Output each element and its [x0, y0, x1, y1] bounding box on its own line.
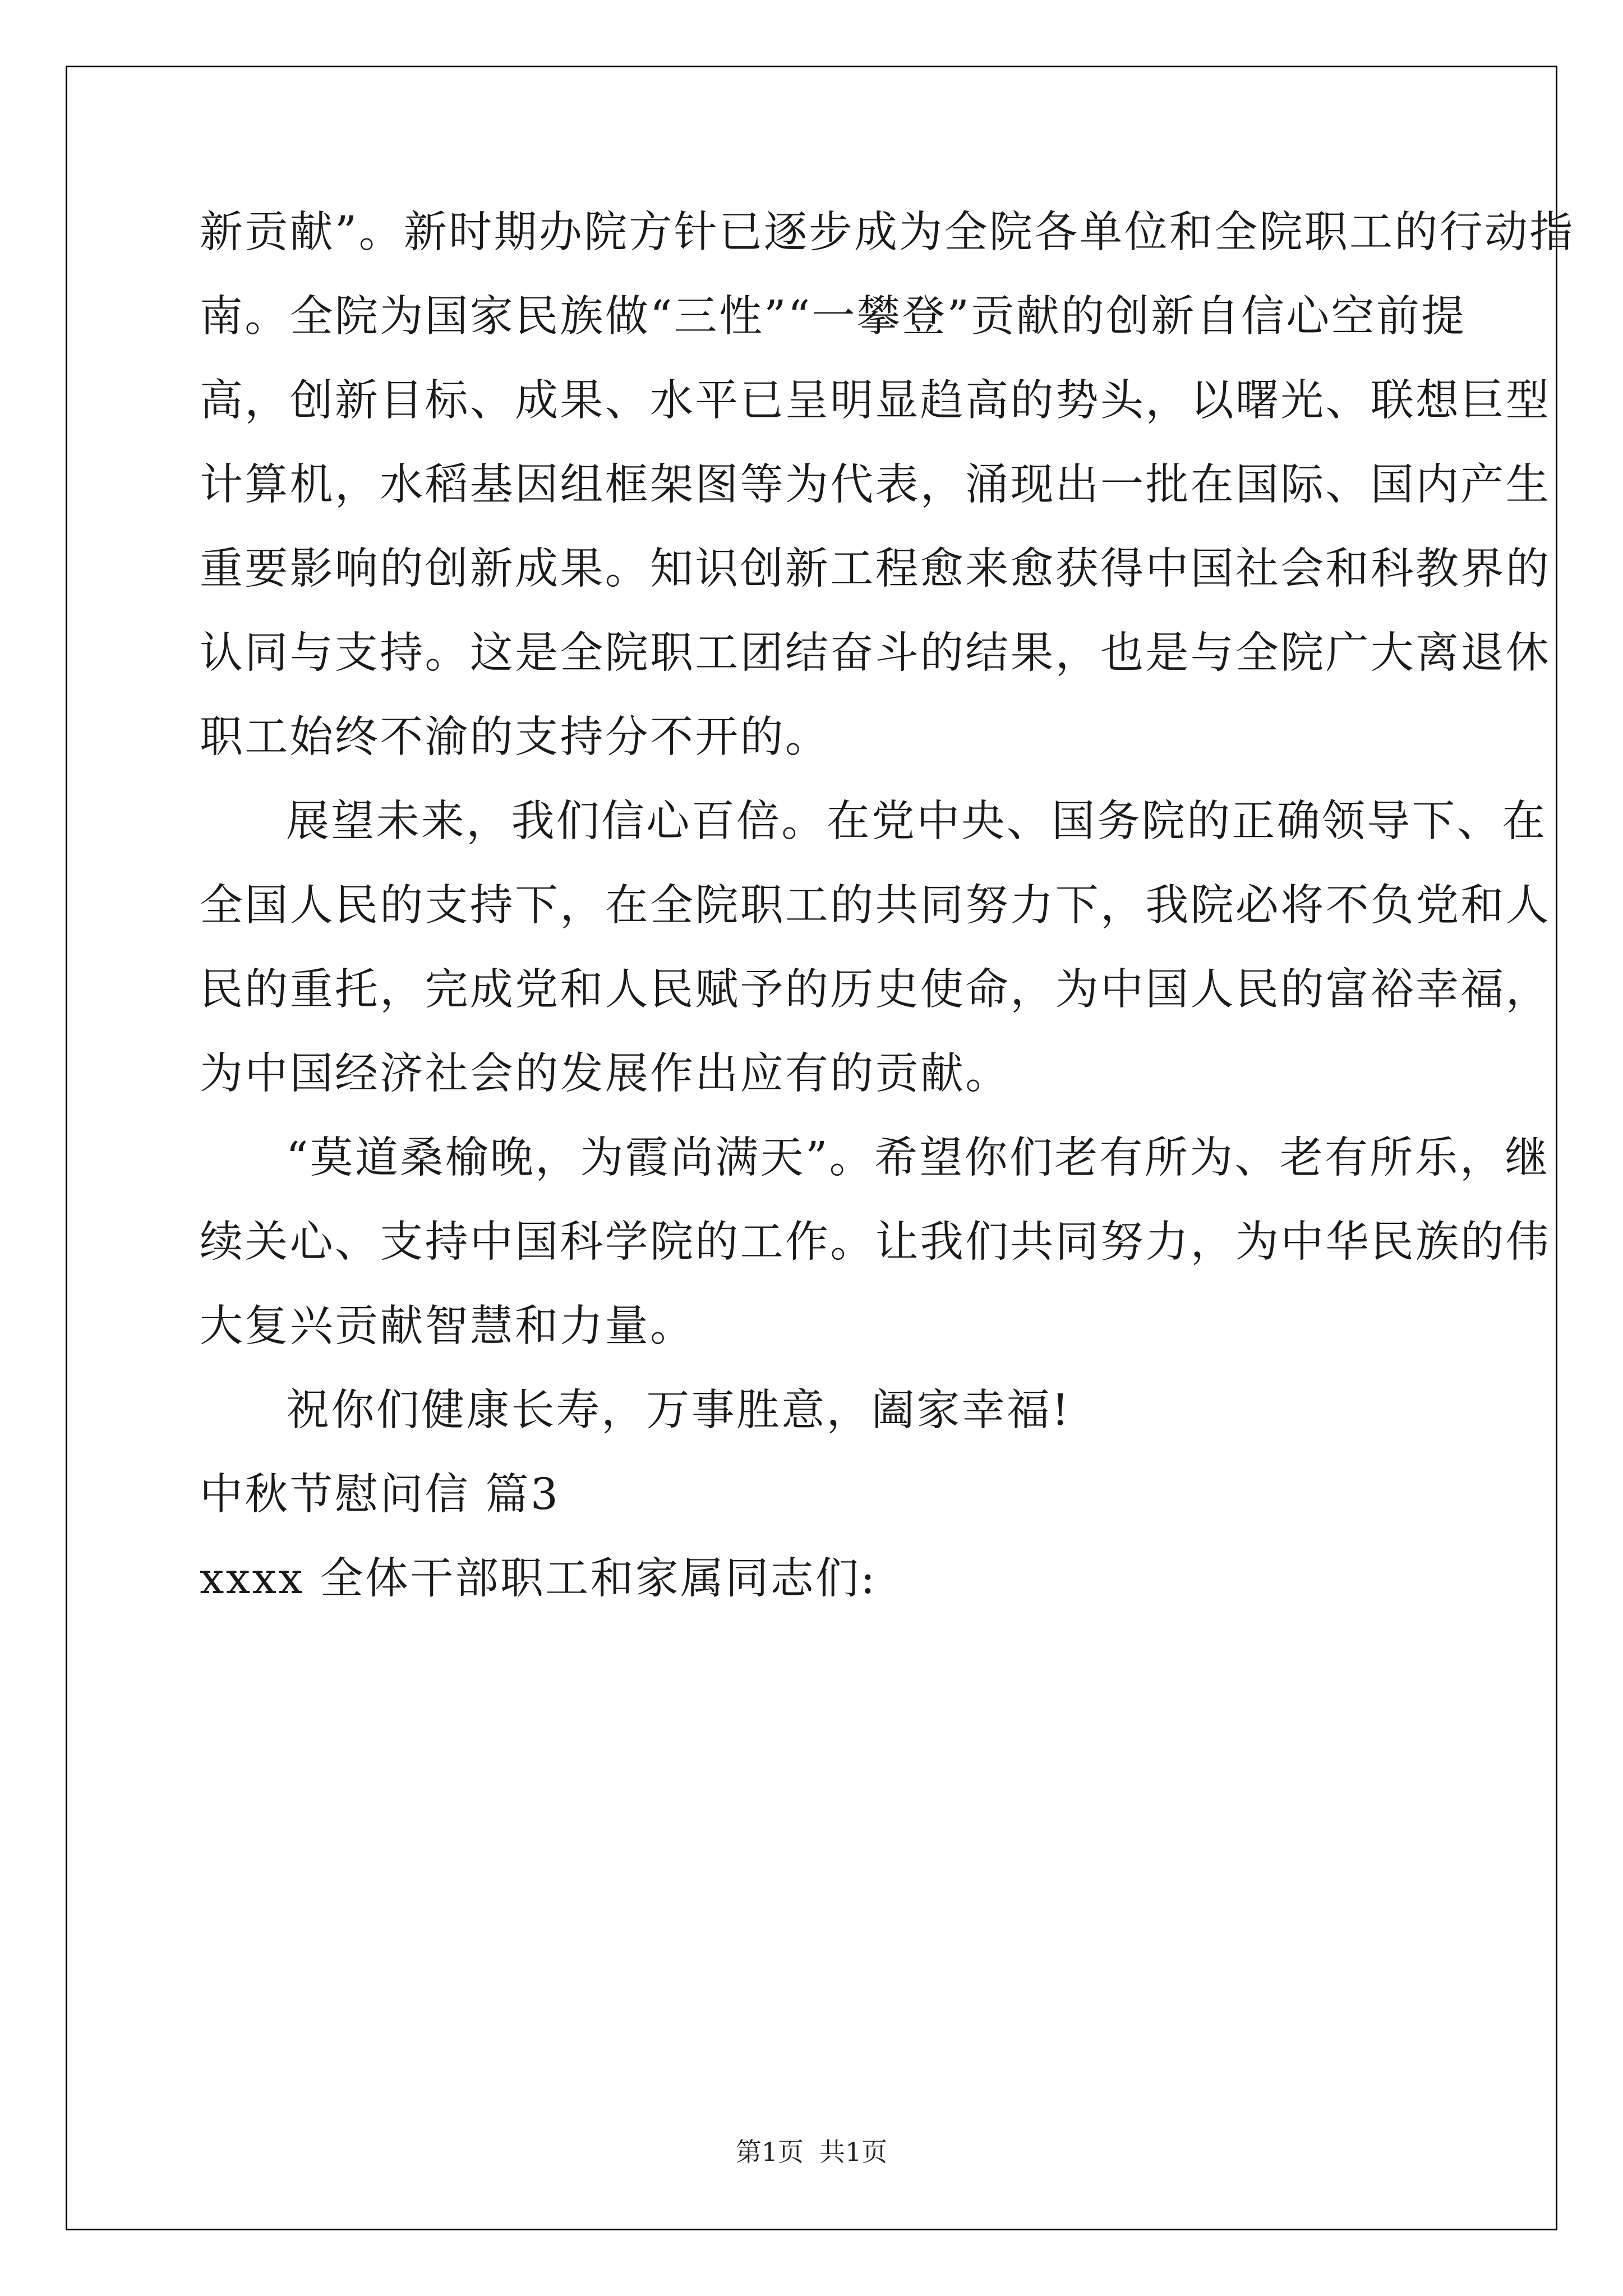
page-footer	[0, 2132, 1623, 2169]
paragraph-line: 为中国经济社会的发展作出应有的贡献。	[200, 1049, 1011, 1099]
paragraph-line: 大复兴贡献智慧和力量。	[200, 1301, 695, 1351]
paragraph-line: 重要影响的创新成果。知识创新工程愈来愈获得中国社会和科教界的	[200, 544, 1551, 594]
section-heading: 中秋节慰问信 篇3	[200, 1470, 560, 1520]
paragraph-line: 高，创新目标、成果、水平已呈明显趋高的势头，以曙光、联想巨型	[200, 376, 1551, 426]
paragraph-line: “莫道桑榆晚，为霞尚满天”。希望你们老有所为、老有所乐，继	[286, 1133, 1550, 1183]
paragraph-line: 展望未来，我们信心百倍。在党中央、国务院的正确领导下、在	[286, 797, 1547, 846]
paragraph-line: 计算机，水稻基因组框架图等为代表，涌现出一批在国际、国内产生	[200, 460, 1551, 510]
salutation: xxxx 全体干部职工和家属同志们:	[200, 1554, 877, 1604]
paragraph-line: 全国人民的支持下，在全院职工的共同努力下，我院必将不负党和人	[200, 881, 1551, 931]
paragraph-line: 职工始终不渝的支持分不开的。	[200, 712, 831, 762]
paragraph-line: 续关心、支持中国科学院的工作。让我们共同努力，为中华民族的伟	[200, 1217, 1551, 1267]
page-number: 第1页	[735, 2137, 804, 2167]
paragraph-line: 民的重托，完成党和人民赋予的历史使命，为中国人民的富裕幸福，	[200, 965, 1551, 1015]
page-total: 共1页	[819, 2137, 888, 2167]
paragraph-line: 新贡献”。新时期办院方针已逐步成为全院各单位和全院职工的行动指	[200, 208, 1575, 257]
paragraph-line: 祝你们健康长寿，万事胜意，阖家幸福!	[286, 1386, 1071, 1435]
paragraph-line: 认同与支持。这是全院职工团结奋斗的结果，也是与全院广大离退休	[200, 628, 1551, 678]
paragraph-line: 南。全院为国家民族做“三性”“一攀登”贡献的创新自信心空前提	[200, 292, 1467, 342]
